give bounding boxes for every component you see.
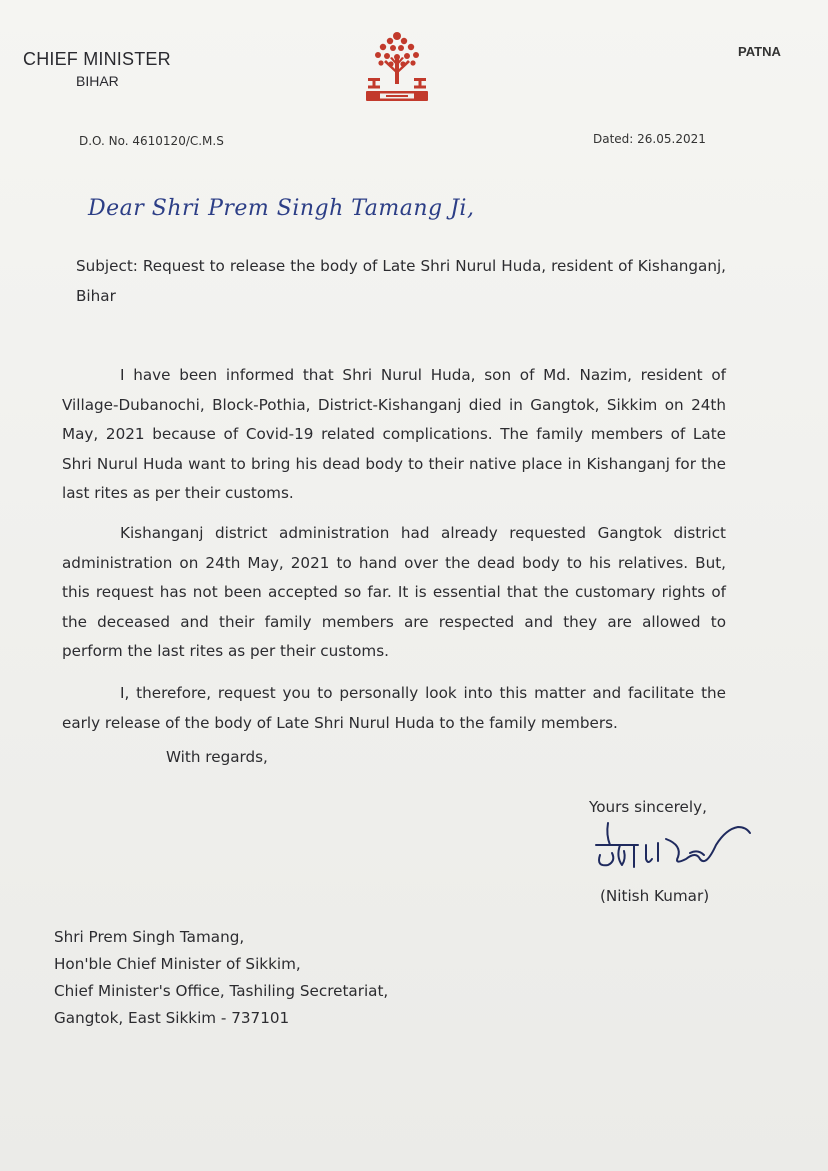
closing-sincerely: Yours sincerely,	[589, 798, 707, 816]
body-paragraph-1	[62, 361, 726, 509]
recipient-designation: Hon'ble Chief Minister of Sikkim,	[54, 955, 301, 973]
handwritten-signature-icon	[586, 815, 756, 885]
letterhead-city: PATNA	[738, 44, 781, 59]
letterhead-state: BIHAR	[76, 73, 119, 89]
body-paragraph-1-text: I have been informed that Shri Nurul Huda, son of Md. Nazim, resident of Village-Dubanochi, Block-Pothia, District-Kishanganj died in Gangtok, Sikkim on 24th May, 2021 because of Covid-19 related complications. The family members of Late Shri Nurul Huda want to bring his dead body to their native place in Kishanganj for the last rites as per their customs.	[62, 366, 726, 502]
closing-regards: With regards,	[166, 748, 268, 766]
letter-date: Dated: 26.05.2021	[593, 132, 706, 146]
recipient-city: Gangtok, East Sikkim - 737101	[54, 1009, 290, 1027]
body-paragraph-2-text: Kishanganj district administration had already requested Gangtok district administration on 24th May, 2021 to hand over the dead body to his relatives. But, this request has not been accepted so far. It is essential that the customary rights of the deceased and their family members are respected and they are allowed to perform the last rites as per their customs.	[62, 524, 726, 660]
recipient-office: Chief Minister's Office, Tashiling Secretariat,	[54, 982, 389, 1000]
body-paragraph-3	[62, 679, 726, 738]
do-number: D.O. No. 4610120/C.M.S	[79, 134, 224, 148]
body-paragraph-2	[62, 519, 726, 667]
recipient-name: Shri Prem Singh Tamang,	[54, 928, 245, 946]
bihar-tree-emblem-icon	[360, 30, 434, 104]
body-paragraph-3-text: I, therefore, request you to personally look into this matter and facilitate the early release of the body of Late Shri Nurul Huda to the family members.	[62, 684, 726, 732]
letterhead-title: CHIEF MINISTER	[23, 49, 171, 69]
subject-line: Subject: Request to release the body of Late Shri Nurul Huda, resident of Kishanganj, Bihar	[76, 257, 726, 305]
handwritten-salutation: Dear Shri Prem Singh Tamang Ji,	[88, 196, 475, 221]
signatory-name: (Nitish Kumar)	[600, 887, 710, 905]
